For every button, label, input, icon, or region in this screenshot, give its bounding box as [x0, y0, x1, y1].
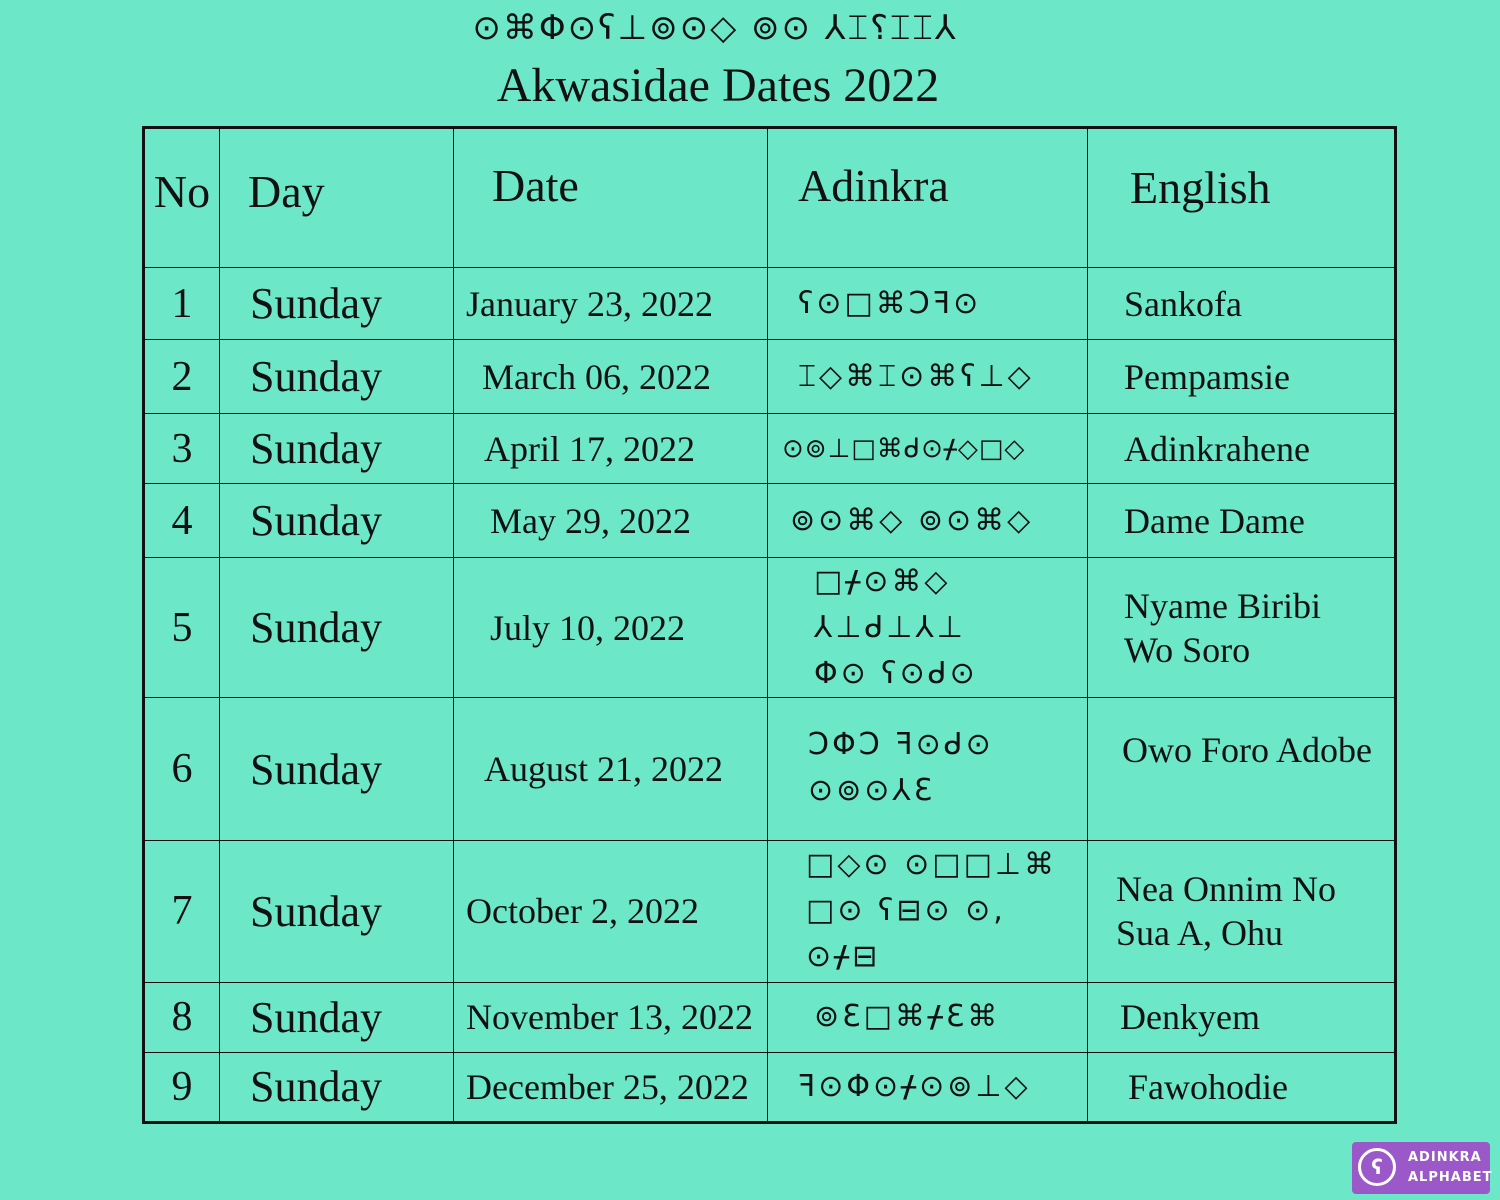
table-row: [144, 340, 1396, 414]
row-english: Pempamsie: [1088, 340, 1396, 414]
row-adinkra: ⊙⊚⊥□⌘ᑯ⊙ᚋ◇□◇: [768, 414, 1088, 484]
row-adinkra: ⊚⊙⌘◇ ⊚⊙⌘◇: [768, 484, 1088, 558]
row-date: December 25, 2022: [454, 1052, 768, 1122]
adinkra-script-title: ⊙⌘Φ⊙ʕ⊥⊚⊙◇ ⊚⊙ ⅄⌶⸮⌶⌶⅄: [472, 8, 958, 48]
row-date: April 17, 2022: [454, 414, 768, 484]
row-day: Sunday: [220, 1052, 454, 1122]
column-header-day: Day: [220, 128, 454, 268]
row-adinkra: ↃΦↃ ꟻ⊙ᑯ⊙ ⊙⊚⊙⅄Ɛ: [768, 698, 1088, 840]
row-date: January 23, 2022: [454, 268, 768, 340]
adinkra-symbol-icon: ʕ: [1358, 1148, 1396, 1186]
row-english: Adinkrahene: [1088, 414, 1396, 484]
logo-text-line2: ALPHABET: [1408, 1170, 1493, 1185]
table-row: [144, 558, 1396, 698]
row-english: Owo Foro Adobe: [1088, 698, 1396, 840]
row-date: May 29, 2022: [454, 484, 768, 558]
row-date: March 06, 2022: [454, 340, 768, 414]
row-number: 9: [144, 1052, 220, 1122]
row-number: 5: [144, 558, 220, 698]
row-english: Denkyem: [1088, 982, 1396, 1052]
row-english: Nea Onnim No Sua A, Ohu: [1088, 840, 1396, 982]
row-date: November 13, 2022: [454, 982, 768, 1052]
row-day: Sunday: [220, 558, 454, 698]
logo-text-line1: ADINKRA: [1408, 1150, 1482, 1165]
row-date: July 10, 2022: [454, 558, 768, 698]
row-number: 3: [144, 414, 220, 484]
row-day: Sunday: [220, 340, 454, 414]
row-english: Sankofa: [1088, 268, 1396, 340]
row-number: 6: [144, 698, 220, 840]
row-date: August 21, 2022: [454, 698, 768, 840]
row-day: Sunday: [220, 982, 454, 1052]
row-adinkra: ʕ⊙□⌘Ↄꟻ⊙: [768, 268, 1088, 340]
row-adinkra: ⊚Ɛ□⌘ᚋƐ⌘: [768, 982, 1088, 1052]
row-english: Dame Dame: [1088, 484, 1396, 558]
akwasidae-dates-table: [142, 126, 1397, 1124]
row-number: 4: [144, 484, 220, 558]
column-header-no: No: [144, 128, 220, 268]
row-english: Fawohodie: [1088, 1052, 1396, 1122]
row-number: 8: [144, 982, 220, 1052]
row-date: October 2, 2022: [454, 840, 768, 982]
table-row: [144, 268, 1396, 340]
table-row: [144, 698, 1396, 840]
row-number: 1: [144, 268, 220, 340]
table-header-row: [144, 128, 1396, 268]
table-row: [144, 840, 1396, 982]
row-adinkra: □ᚋ⊙⌘◇ ⅄⊥ᑯ⊥⅄⊥ Φ⊙ ʕ⊙ᑯ⊙: [768, 558, 1088, 698]
table-row: [144, 484, 1396, 558]
row-day: Sunday: [220, 840, 454, 982]
row-adinkra: ⌶◇⌘⌶⊙⌘ʕ⊥◇: [768, 340, 1088, 414]
row-day: Sunday: [220, 268, 454, 340]
row-day: Sunday: [220, 484, 454, 558]
column-header-date: Date: [454, 128, 768, 268]
row-adinkra: ꟻ⊙Φ⊙ᚋ⊙⊚⊥◇: [768, 1052, 1088, 1122]
table-row: [144, 1052, 1396, 1122]
row-number: 7: [144, 840, 220, 982]
row-english: Nyame Biribi Wo Soro: [1088, 558, 1396, 698]
table-row: [144, 982, 1396, 1052]
row-day: Sunday: [220, 414, 454, 484]
adinkra-alphabet-logo: [1352, 1142, 1493, 1194]
column-header-english: English: [1088, 128, 1396, 268]
table-row: [144, 414, 1396, 484]
page-title: Akwasidae Dates 2022: [496, 59, 940, 112]
row-number: 2: [144, 340, 220, 414]
column-header-adinkra: Adinkra: [768, 128, 1088, 268]
row-day: Sunday: [220, 698, 454, 840]
row-adinkra: □◇⊙ ⊙□□⊥⌘ □⊙ ʕ⊟⊙ ⊙, ⊙ᚋ⊟: [768, 840, 1088, 982]
